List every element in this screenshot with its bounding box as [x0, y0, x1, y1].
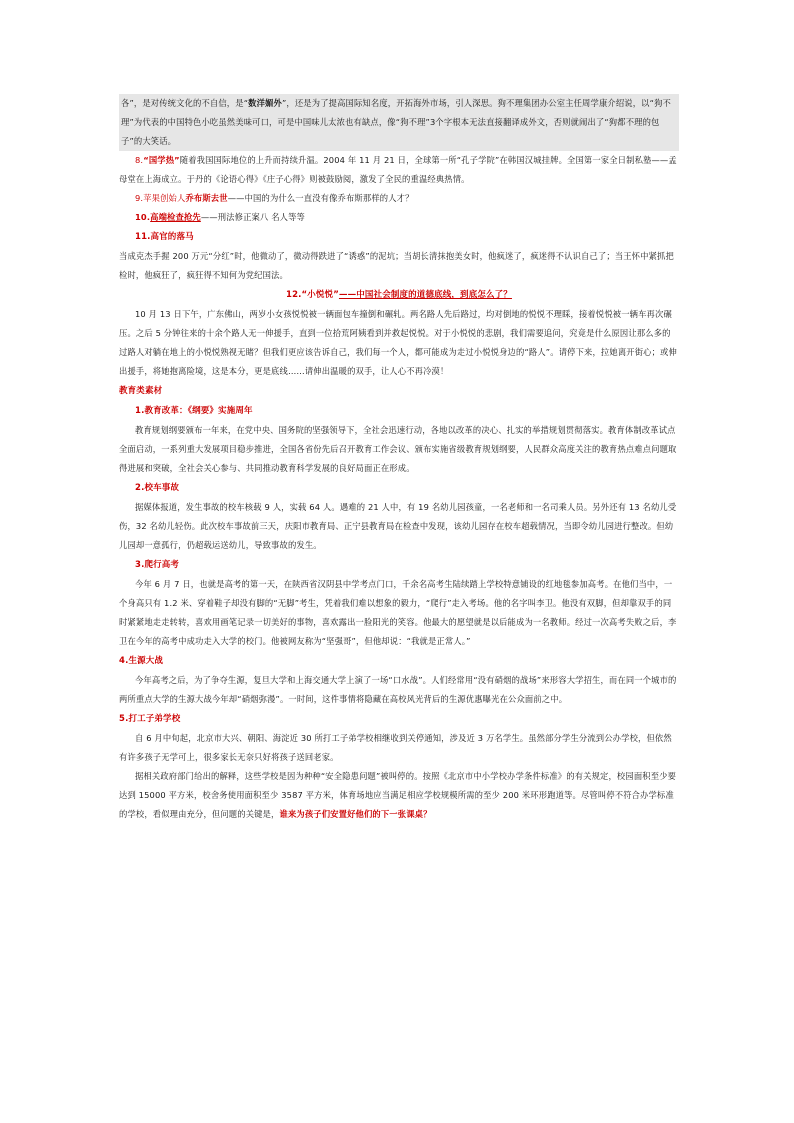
text: 随着我国国际地位的上升而持续升温。2004 年 11 月 21 日，全球第一所“孔子学院”在韩国汉城挂牌。全国第一家全日制私塾——孟母堂在上海成立。于丹的《论语心得》《庄子心得》则被鼓励阅，激发了全民的重温经典热情。 — [119, 155, 677, 184]
heading-education-2: 2.校车事故 — [135, 483, 180, 493]
heading-education-3: 3.爬行高考 — [135, 560, 180, 570]
paragraph-jobs — [119, 189, 679, 208]
heading-rest: ——中国社会制度的道德底线，到底怎么了？ — [338, 290, 512, 300]
heading-education-5: 5.打工子弟学校 — [119, 714, 181, 724]
text: 各”，是对传统文化的不自信，是“ — [121, 98, 249, 108]
emphasis: 谁来为孩子们安置好他们的下一张课桌？ — [279, 809, 432, 819]
item-number: 10. — [135, 212, 151, 222]
heading-item-12 — [119, 285, 679, 305]
item-title: 高端检查抢先 — [150, 212, 201, 222]
item-number: 8. — [135, 155, 144, 165]
heading-education-4: 4.生源大战 — [119, 656, 164, 666]
paragraph-guoxue — [119, 151, 679, 189]
item-number: 9. — [135, 193, 144, 203]
paragraph-education-5a: 自 6 月中旬起，北京市大兴、朝阳、海淀近 30 所打工子弟学校相继收到关停通知，涉及近 3 万名学生。虽然部分学生分流到公办学校，但依然有许多孩子无学可上，很多家长无奈只好将孩子送回老家。 — [119, 733, 672, 762]
paragraph-xiaoyueyue: 10 月 13 日下午，广东佛山，两岁小女孩悦悦被一辆面包车撞倒和碾轧。两名路人先后路过，均对倒地的悦悦不理睬，接着悦悦被一辆车再次碾压。之后 5 分钟往来的十余个路人无一伸援手，直到一位拾荒阿姨看到并救起悦悦。对于小悦悦的悲剧，我们需要追问，究竟是什么原因让那么多的过路人对躺在地上的小悦悦熟视无睹？但我们更应该告诉自己，我们每一个人，都可能成为走过小悦悦身边的“路人”。请停下来，拉她离开街心；或伸出援手，将她抱离险境，这是本分，更是底线……请伸出温暖的双手，让人心不再冷漠！ — [119, 309, 677, 376]
item-title: “国学热” — [143, 155, 180, 165]
heading-education-1: 1.教育改革：《纲要》实施周年 — [135, 406, 253, 416]
document-body — [119, 94, 679, 824]
item-title: 乔布斯去世 — [185, 193, 228, 203]
emphasis: 数洋媚外 — [248, 98, 282, 108]
heading-label: 12.“小悦悦” — [286, 290, 339, 300]
paragraph-item-10 — [119, 208, 679, 227]
paragraph-dog-not-care — [119, 94, 679, 151]
paragraph-officials: 当成克杰手握 200 万元“分红”时，他微动了，微动得跌进了“诱惑”的泥坑；当胡长清抹抱美女时，他疯迷了，疯迷得不认识自己了；当王怀中紧抓把检时，他疯狂了，疯狂得不知何为党纪国法。 — [119, 251, 674, 280]
section-heading-education: 教育类素材 — [119, 386, 163, 396]
paragraph-education-5b — [119, 767, 679, 824]
text: ——刑法修正案八 名人等等 — [200, 212, 305, 222]
paragraph-education-2: 据媒体报道，发生事故的校车核载 9 人，实载 64 人。遇难的 21 人中，有 19 名幼儿园孩童，一名老师和一名司乘人员。另外还有 13 名幼儿受伤，32 名幼儿轻伤。此次校车事故前三天，庆阳市教育局、正宁县教育局在检查中发现，该幼儿园存在校车超载情况，当即令幼儿园进行整改。但幼儿园却一意孤行，仍超载运送幼儿，导致事故的发生。 — [119, 502, 677, 550]
text: 据相关政府部门给出的解释，这些学校是因为种种“安全隐患问题”被叫停的。按照《北京市中小学校办学条件标准》的有关规定，校园面积至少要达到 15000 平方米，校舍务使用面积至少 3587 平方米，体育场地应当满足相应学校规模所需的至少 200 米环形跑道等。尽管叫停不符合办学标准的学校，看似理由充分，但问题的关键是， — [119, 771, 677, 819]
paragraph-education-4: 今年高考之后，为了争夺生源，复旦大学和上海交通大学上演了一场“口水战”。人们经常用“没有硝烟的战场”来形容大学招生，而在同一个城市的两所重点大学的生源大战今年却“硝烟弥漫”。一时间，这件事情将隐藏在高校风光背后的生源优惠曝光在公众面前之中。 — [119, 675, 677, 704]
text: 苹果创始人 — [143, 193, 186, 203]
text: ”，还是为了提高国际知名度，开拓海外市场，引人深思。狗不理集团办公室主任周学康介绍说，以“狗不理”为代表的中国特色小吃虽然美味可口，可是中国味儿太浓也有缺点，像“狗不理”3个字根本无法直接翻译成外文，否则就闹出了“狗都不理的包子”的大笑话。 — [121, 98, 671, 146]
heading-item-11: 11.高官的落马 — [135, 232, 194, 242]
paragraph-education-1: 教育规划纲要颁布一年来，在党中央、国务院的坚强领导下，全社会迅速行动，各地以改革的决心、扎实的举措规划贯彻落实。教育体制改革试点全面启动，一系列重大发展项目稳步推进，全国各省份先后召开教育工作会议、颁布实施省级教育规划纲要，人民群众高度关注的教育热点难点问题取得进展和突破，全社会关心参与、共同推动教育科学发展的良好局面正在形成。 — [119, 425, 677, 473]
text: ——中国的为什么一直没有像乔布斯那样的人才？ — [227, 193, 414, 203]
paragraph-education-3: 今年 6 月 7 日，也就是高考的第一天，在陕西省汉阴县中学考点门口，千余名高考生陆续踏上学校特意铺设的红地毯参加高考。在他们当中，一个身高只有 1.2 米、穿着鞋子却没有脚的“无脚”考生，凭着我们难以想象的毅力，“爬行”走入考场。他的名字叫李卫。他没有双脚，但却靠双手的同时紧紧地走走转转，喜欢用画笔记录一切美好的事物，喜欢露出一脸阳光的笑容。他最大的愿望就是以后能成为一名教师。经过一次高考失败之后，李卫在今年的高考中成功走入大学的校门。他被网友称为“坚强哥”，但他却说：“我就是正常人。” — [119, 579, 677, 646]
